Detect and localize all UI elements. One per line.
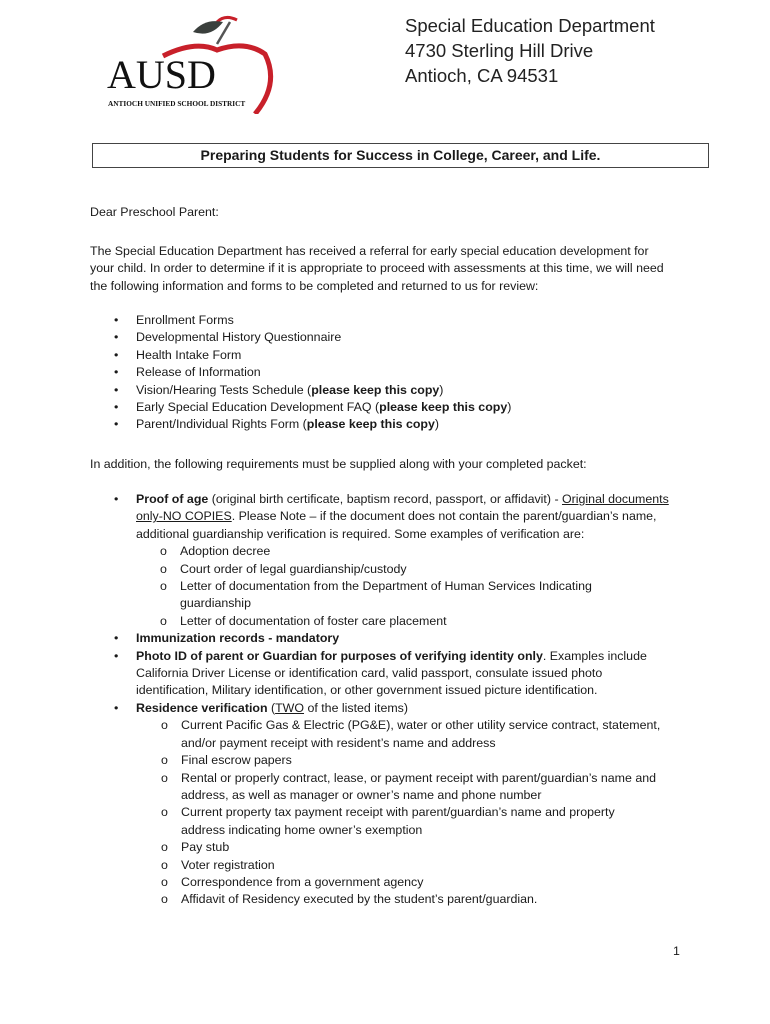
sub-item: o Letter of documentation from the Department of Human Services Indicating guardianship: [135, 578, 678, 613]
list-item: • Parent/Individual Rights Form (please keep this copy): [90, 416, 670, 433]
page-number: 1: [673, 944, 680, 958]
list-item-proof-of-age: • Proof of age (original birth certificate, baptism record, passport, or affidavit) - Original documents only-NO COPIES. Please Note – if the document does not contain the parent/guardian’s name, additional guardianship verification is required. Some examples of verification are: o Adoption decree o Court order of legal guardianship/custody o Letter of documentation from the Department of Human Services Indicating guardianship o Letter of documentation of foster care placement: [90, 491, 678, 630]
requirements-list: [90, 491, 678, 909]
sub-item: o Current Pacific Gas & Electric (PG&E), water or other utility service contract, statement, and/or payment receipt with resident’s name and address: [136, 717, 678, 752]
requirements-intro: In addition, the following requirements must be supplied along with your completed packet:: [90, 457, 587, 471]
sub-item: o Pay stub: [136, 839, 678, 856]
list-item: • Release of Information: [90, 364, 670, 381]
svg-text:ANTIOCH UNIFIED SCHOOL DISTRIC: ANTIOCH UNIFIED SCHOOL DISTRICT: [108, 99, 246, 108]
sub-item: o Current property tax payment receipt with parent/guardian’s name and property address indicating home owner’s exemption: [136, 804, 678, 839]
address-line: Special Education Department: [405, 15, 655, 36]
list-item-photo-id: • Photo ID of parent or Guardian for purposes of verifying identity only. Examples include California Driver License or identification card, valid passport, consulate issued photo identification, Military identification, or other government issued picture identification.: [90, 648, 678, 700]
sub-item: o Correspondence from a government agency: [136, 874, 678, 891]
sub-item: o Rental or properly contract, lease, or payment receipt with parent/guardian’s name and address, as well as manager or owner’s name and phone number: [136, 770, 678, 805]
svg-text:AUSD: AUSD: [107, 52, 216, 97]
list-item: • Health Intake Form: [90, 347, 670, 364]
sub-item: o Court order of legal guardianship/custody: [135, 561, 678, 578]
forms-list: [90, 312, 670, 434]
department-address: [405, 13, 655, 88]
address-line: Antioch, CA 94531: [405, 65, 559, 86]
list-item: • Early Special Education Development FAQ (please keep this copy): [90, 399, 670, 416]
greeting: Dear Preschool Parent:: [90, 205, 219, 219]
address-line: 4730 Sterling Hill Drive: [405, 40, 594, 61]
intro-paragraph: The Special Education Department has received a referral for early special education development for your child. In order to determine if it is appropriate to proceed with assessments at this time, we will need the following information and forms to be completed and returned to us for review:: [90, 244, 664, 293]
list-item-immunization: • Immunization records - mandatory: [90, 630, 678, 647]
list-item-residence: • Residence verification (TWO of the listed items) o Current Pacific Gas & Electric (PG&E), water or other utility service contract, statement, and/or payment receipt with resident’s name and address o Final escrow papers o Rental or properly contract, lease, or payment receipt with parent/guardian’s name and address, as well as manager or owner’s name and phone number o Current property tax payment receipt with parent/guardian’s name and property address indicating home owner’s exemption o Pay stub o Voter registration o Correspondence from a government agency o Affidavit of Residency executed by the student’s parent/guardian.: [90, 700, 678, 909]
list-item: • Vision/Hearing Tests Schedule (please keep this copy): [90, 382, 670, 399]
ausd-logo: [105, 14, 285, 114]
sub-item: o Final escrow papers: [136, 752, 678, 769]
sub-item: o Adoption decree: [135, 543, 678, 560]
list-item: • Developmental History Questionnaire: [90, 329, 670, 346]
sub-item: o Letter of documentation of foster care placement: [135, 613, 678, 630]
sub-item: o Affidavit of Residency executed by the student’s parent/guardian.: [136, 891, 678, 908]
sub-item: o Voter registration: [136, 857, 678, 874]
motto-banner: Preparing Students for Success in College, Career, and Life.: [92, 143, 709, 168]
list-item: • Enrollment Forms: [90, 312, 670, 329]
